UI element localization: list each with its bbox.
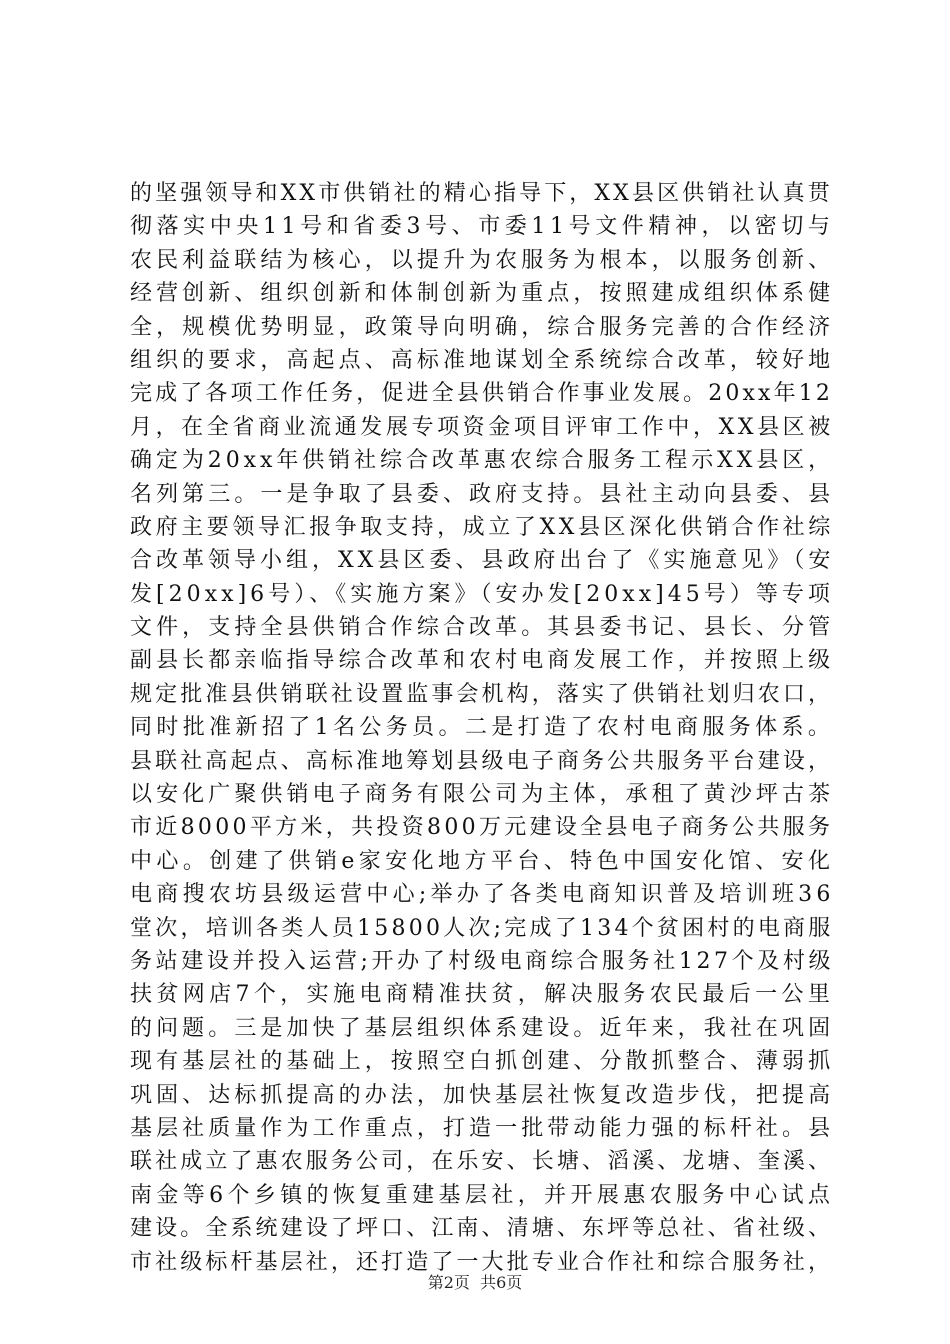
text-line: 彻落实中央11号和省委3号、市委11号文件精神，以密切与 — [130, 214, 835, 240]
text-line: 现有基层社的基础上，按照空白抓创建、分散抓整合、薄弱抓 — [130, 1049, 835, 1075]
text-line: 发[20xx]6号）、《实施方案》（安办发[20xx]45号）等专项 — [130, 581, 834, 607]
body-text — [130, 177, 835, 1279]
text-line: 组织的要求，高起点、高标准地谋划全系统综合改革，较好地 — [130, 347, 835, 373]
text-line: 文件，支持全县供销合作综合改革。其县委书记、县长、分管 — [130, 615, 835, 641]
text-line: 全，规模优势明显，政策导向明确，综合服务完善的合作经济 — [130, 314, 835, 340]
text-line: 同时批准新招了1名公务员。二是打造了农村电商服务体系。 — [130, 715, 835, 741]
page-footer: 第2页 共6页 — [427, 1273, 523, 1292]
text-line: 市社级标杆基层社，还打造了一大批专业合作社和综合服务社， — [130, 1249, 834, 1275]
text-line: 务站建设并投入运营;开办了村级电商综合服务社127个及村级 — [130, 948, 835, 974]
text-line: 确定为20xx年供销社综合改革惠农综合服务工程示XX县区， — [130, 448, 835, 474]
text-line: 规定批准县供销联社设置监事会机构，落实了供销社划归农口， — [130, 681, 834, 707]
text-line: 政府主要领导汇报争取支持，成立了XX县区深化供销合作社综 — [130, 514, 834, 540]
text-line: 农民利益联结为核心，以提升为农服务为根本，以服务创新、 — [130, 247, 835, 273]
text-line: 经营创新、组织创新和体制创新为重点，按照建成组织体系健 — [130, 281, 835, 307]
text-line: 堂次，培训各类人员15800人次;完成了134个贫困村的电商服 — [130, 915, 834, 941]
text-line: 市近8000平方米，共投资800万元建设全县电子商务公共服务 — [130, 815, 834, 841]
text-line: 南金等6个乡镇的恢复重建基层社，并开展惠农服务中心试点 — [130, 1182, 835, 1208]
text-line: 以安化广聚供销电子商务有限公司为主体，承租了黄沙坪古茶 — [130, 782, 835, 808]
text-line: 县联社高起点、高标准地筹划县级电子商务公共服务平台建设， — [130, 748, 834, 774]
text-line: 电商搜农坊县级运营中心;举办了各类电商知识普及培训班36 — [130, 882, 835, 908]
text-line: 副县长都亲临指导综合改革和农村电商发展工作，并按照上级 — [130, 648, 835, 674]
text-line: 完成了各项工作任务，促进全县供销合作事业发展。20xx年12 — [130, 381, 834, 407]
text-line: 联社成立了惠农服务公司，在乐安、长塘、滔溪、龙塘、奎溪、 — [130, 1149, 834, 1175]
text-line: 月，在全省商业流通发展专项资金项目评审工作中，XX县区被 — [130, 414, 834, 440]
text-line: 建设。全系统建设了坪口、江南、清塘、东坪等总社、省社级、 — [130, 1216, 834, 1242]
text-line: 合改革领导小组，XX县区委、县政府出台了《实施意见》（安 — [130, 548, 835, 574]
text-line: 基层社质量作为工作重点，打造一批带动能力强的标杆社。县 — [130, 1115, 835, 1141]
text-line: 中心。创建了供销e家安化地方平台、特色中国安化馆、安化 — [130, 848, 835, 874]
text-line: 的坚强领导和XX市供销社的精心指导下，XX县区供销社认真贯 — [130, 181, 833, 206]
text-line: 名列第三。一是争取了县委、政府支持。县社主动向县委、县 — [130, 481, 835, 507]
text-line: 巩固、达标抓提高的办法，加快基层社恢复改造步伐，把提高 — [130, 1082, 835, 1108]
text-line: 扶贫网店7个，实施电商精准扶贫，解决服务农民最后一公里 — [130, 982, 835, 1008]
text-line: 的问题。三是加快了基层组织体系建设。近年来，我社在巩固 — [130, 1015, 835, 1041]
